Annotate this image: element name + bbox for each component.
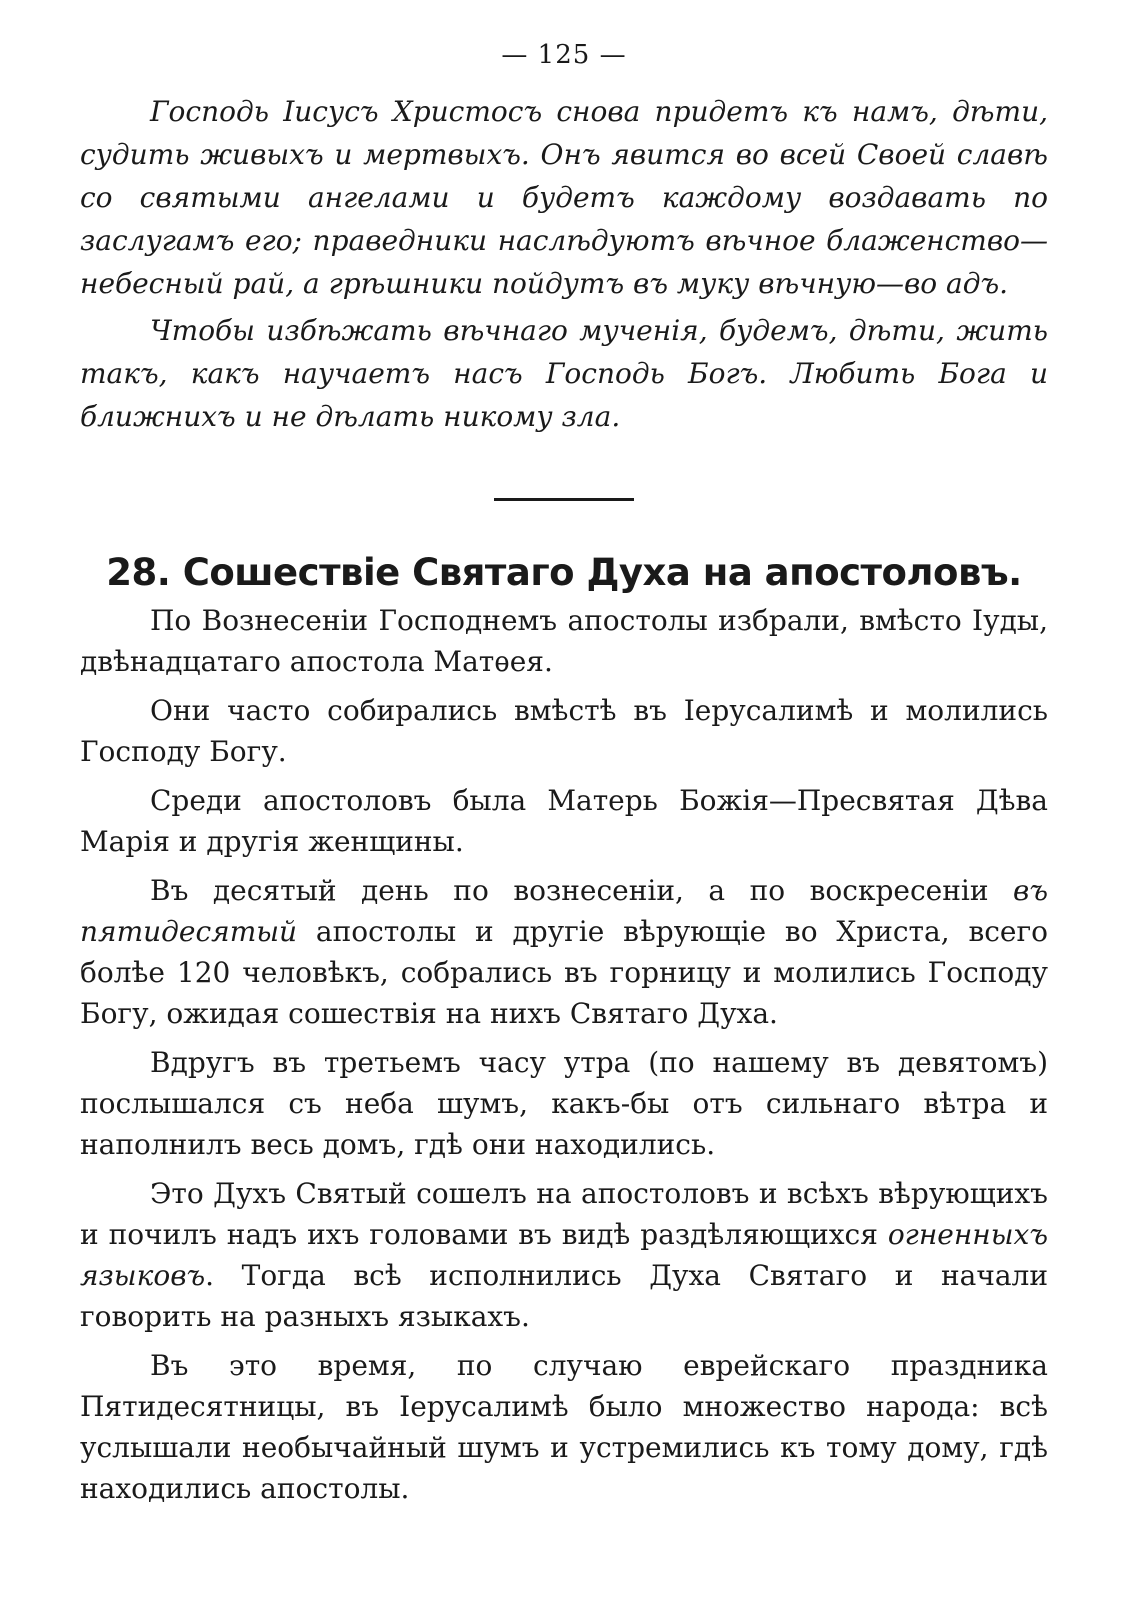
paragraph-4-start: Въ десятый день по вознесеніи, а по воскресеніи (150, 874, 1014, 907)
paragraph-6-emphasis: огненныхъ языковъ (80, 1218, 1048, 1292)
paragraph-6 (80, 1173, 1048, 1337)
page-number: — 125 — (501, 40, 627, 70)
paragraph-6-end: . Тогда всѣ исполнились Духа Святаго и начали говорить на разныхъ языкахъ. (80, 1259, 1048, 1333)
paragraph-5: Вдругъ въ третьемъ часу утра (по нашему въ девятомъ) послышался съ неба шумъ, какъ-бы отъ сильнаго вѣтра и наполнилъ весь домъ, гдѣ они находились. (80, 1046, 1048, 1161)
section-body (80, 600, 1048, 1509)
paragraph-7: Въ это время, по случаю еврейскаго праздника Пятидесятницы, въ Іерусалимѣ было множество народа: всѣ услышали необычайный шумъ и устремились къ тому дому, гдѣ находились апостолы. (80, 1349, 1048, 1505)
intro-paragraph-2: Чтобы избѣжать вѣчнаго мученія, будемъ, дѣти, жить такъ, какъ научаетъ насъ Господь Богъ. Любить Бога и ближнихъ и не дѣлать никому зла. (80, 314, 1048, 433)
paragraph-4 (80, 870, 1048, 1034)
paragraph-6-start: Это Духъ Святый сошелъ на апостоловъ и всѣхъ вѣрующихъ и почилъ надъ ихъ головами въ видѣ раздѣляющихся (80, 1177, 1048, 1251)
section-divider (494, 498, 634, 501)
section-heading: 28. Сошествіе Святаго Духа на апостоловъ. (106, 551, 1022, 594)
intro-text (80, 90, 1048, 438)
paragraph-4-end: апостолы и другіе вѣрующіе во Христа, всего болѣе 120 человѣкъ, собрались въ горницу и молились Господу Богу, ожидая сошествія на нихъ Святаго Духа. (80, 915, 1048, 1030)
paragraph-3: Среди апостоловъ была Матерь Божія—Пресвятая Дѣва Марія и другія женщины. (80, 784, 1048, 858)
paragraph-1: По Вознесеніи Господнемъ апостолы избрали, вмѣсто Іуды, двѣнадцатаго апостола Матѳея. (80, 604, 1048, 678)
paragraph-2: Они часто собирались вмѣстѣ въ Іерусалимѣ и молились Господу Богу. (80, 694, 1048, 768)
paragraph-4-emphasis: въ пятидесятый (80, 874, 1048, 948)
intro-paragraph-1: Господь Іисусъ Христосъ снова придетъ къ намъ, дѣти, судить живыхъ и мертвыхъ. Онъ явится во всей Своей славѣ со святыми ангелами и будетъ каждому воздавать по заслугамъ его; праведники наслѣдуютъ вѣчное блаженство—небесный рай, а грѣшники пойдутъ въ муку вѣчную—во адъ. (80, 95, 1048, 300)
